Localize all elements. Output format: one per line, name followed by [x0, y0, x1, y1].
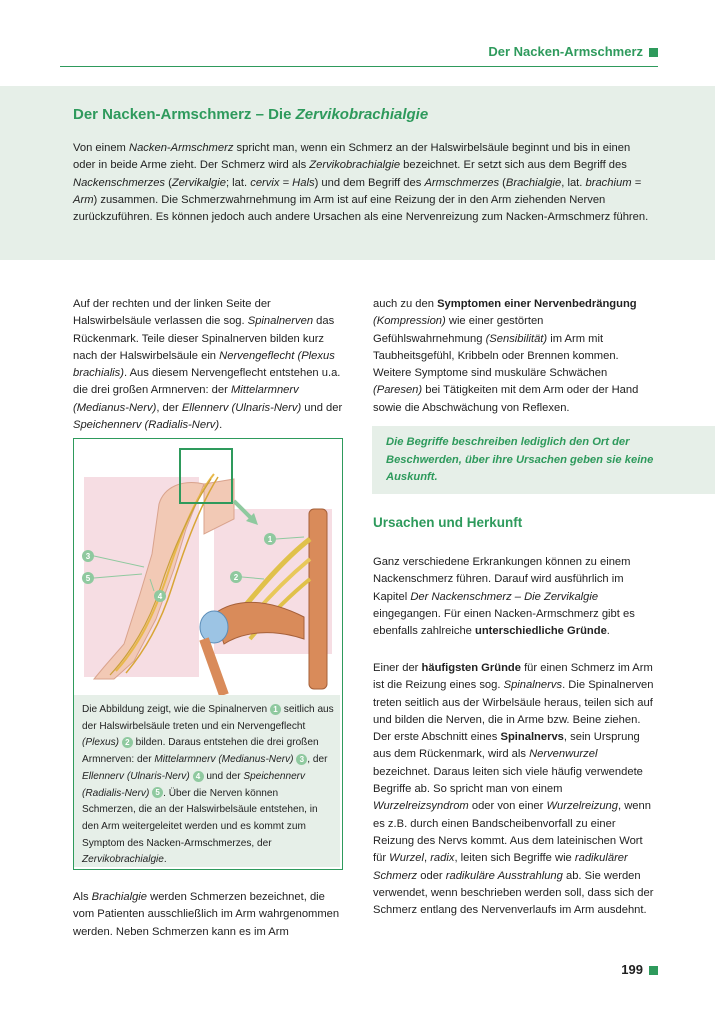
text-run: Ellennerv (Ulnaris-Nerv)	[181, 401, 302, 414]
text-run: häufigsten Gründe	[421, 662, 521, 674]
svg-text:2: 2	[233, 573, 239, 582]
text-run: radikulärer Schmerz	[373, 852, 628, 882]
running-head	[60, 44, 658, 64]
text-run: Von einem	[73, 142, 129, 154]
text-run: ) und dem Begriff des	[314, 176, 425, 189]
text-run: (Plexus)	[82, 737, 120, 749]
text-run: (Paresen)	[373, 384, 423, 397]
text-run: ) zusammen. Die Schmerzwahrnehmung im Arm ist auf eine Reizung der in den Arm ziehenden Nerven zurückzuführen. Es können jedoch auch andere Ursachen als eine Nervenreizung zum Nacken-Armschmerz führen.	[73, 193, 649, 224]
shoulder-joint	[200, 611, 228, 643]
text-run: werden Schmerzen bezeichnet, die vom Patienten ausschließlich im Arm wahrgenommen werden. Neben Schmerzen kann es im Arm	[73, 891, 340, 938]
text-run: ; lat.	[225, 176, 251, 189]
right-column-paragraph-2	[373, 554, 655, 640]
text-run: und der	[301, 401, 343, 414]
text-run: Nacken-Armschmerz	[128, 142, 234, 154]
text-run: im Arm mit Taubheitsgefühl, Kribbeln oder Brennen kommen. Weitere Symptome sind muskuläre Schwächen	[373, 332, 619, 380]
text-run: Speichennerv (Radialis-Nerv)	[73, 419, 220, 432]
svg-text:5: 5	[85, 574, 91, 583]
text-run: Speichennerv (Radialis-Nerv)	[82, 770, 306, 799]
label-badge-2: 2	[122, 737, 133, 748]
text-run: .	[163, 854, 167, 866]
spine-vertebrae	[309, 509, 327, 689]
text-run: Auf der rechten und der linken Seite der Halswirbelsäule verlassen die sog.	[73, 298, 271, 328]
text-run: eingegangen. Für einen Nacken-Armschmerz gibt es ebenfalls zahlreiche	[373, 607, 635, 638]
figure-label-5	[82, 572, 94, 584]
text-run: ,	[423, 852, 431, 865]
text-run: Mittelarmnerv (Medianus-Nerv)	[73, 384, 299, 414]
text-run: wie einer gestörten Gefühlswahrnehmung	[373, 315, 544, 345]
text-run: (	[499, 176, 506, 189]
text-run: oder	[417, 869, 446, 882]
left-column-paragraph-2	[73, 889, 343, 941]
text-run: Ganz verschiedene Erkrankungen können zu einem Nackenschmerz führen. Darauf wird ausführlich im Kapitel	[373, 556, 631, 603]
text-run: spricht man, wenn ein Schmerz an der Halswirbelsäule beginnt und bis in einen oder in beide Arme zieht. Der Schmerz wird als	[73, 142, 631, 172]
text-run: Wurzelreizsyndrom	[373, 800, 469, 813]
text-run: , wenn es z.B. durch einen Bandscheibenvorfall zu einer Reizung des Nervs kommt. Aus dem lateinischen Wort für	[373, 800, 651, 865]
running-title: Der Nacken-Armschmerz	[488, 44, 643, 59]
text-run: das Rückenmark. Teile dieser Spinalnerven bilden kurz nach der Halswirbelsäule ein	[73, 315, 335, 362]
text-run: Brachialgie	[91, 891, 148, 903]
text-run: , lat.	[561, 176, 586, 189]
text-run: bilden. Daraus entstehen die drei großen Armnerven: der	[82, 737, 319, 766]
left-column-paragraph-1	[73, 296, 343, 434]
section-heading: Ursachen und Herkunft	[373, 515, 523, 530]
text-run: Nervengeflecht (Plexus brachialis)	[73, 349, 335, 380]
label-badge-3: 3	[296, 754, 307, 765]
text-run: ab. Sie werden verwendet, wenn beschrieben werden soll, dass sich der Schmerz entlang des Nervenverlaufs im Arm ausdehnt.	[373, 869, 654, 917]
text-run: und der	[203, 770, 244, 782]
figure-label-4	[154, 590, 166, 602]
text-run: Die Abbildung zeigt, wie die Spinalnerven	[82, 704, 270, 715]
figure-label-2	[230, 571, 242, 583]
text-run: , der	[307, 754, 328, 766]
text-run: auch zu den	[373, 298, 438, 310]
text-run: Brachialgie	[505, 176, 562, 189]
text-run: bezeichnet. Er setzt sich aus dem Begriff des	[400, 159, 627, 172]
figure-label-1	[264, 533, 276, 545]
text-run: , sein Ursprung aus dem Rückenmark, wird als	[373, 731, 640, 761]
text-run: radikuläre Ausstrahlung	[445, 869, 563, 882]
right-column-paragraph-1	[373, 296, 655, 417]
text-run: Der Nackenschmerz – Die Zervikalgie	[410, 590, 599, 603]
text-run: Zervikobrachialgie	[309, 159, 401, 172]
text-run: Spinalnervs	[500, 731, 564, 744]
text-run: . Die Spinalnerven treten seitlich aus der Wirbelsäule heraus, teilen sich auf und bilden die Nerven, die in Arme bzw. Beine ziehen. Der erste Abschnitt eines	[373, 679, 654, 744]
svg-text:3: 3	[85, 552, 91, 561]
text-run: . Über die Nerven können Schmerzen, die an der Halswirbelsäule entstehen, in den Arm weitergeleitet werden und es kommt zum Symptom des Nacken-Armschmerzes, der	[82, 787, 318, 849]
text-run: Wurzelreizung	[546, 800, 618, 813]
text-run: radix	[430, 852, 455, 865]
figure-caption	[82, 702, 334, 869]
text-run: . Aus diesem Nervengeflecht entstehen u.a. die drei großen Armnerven: der	[73, 367, 341, 397]
svg-text:4: 4	[157, 592, 163, 601]
text-run: unterschiedliche Gründe	[475, 625, 607, 638]
square-bullet-icon	[649, 48, 658, 57]
callout-text: Die Begriffe beschreiben lediglich den Ort der Beschwerden, über ihre Ursachen geben sie keine Auskunft.	[386, 436, 654, 483]
text-run: Nackenschmerzes	[73, 176, 166, 189]
text-run: Als	[73, 891, 92, 903]
text-run: cervix = Hals	[250, 176, 315, 189]
text-run: Einer der	[373, 662, 422, 674]
text-run: Spinalnerven	[247, 315, 314, 328]
text-run: bei Tätigkeiten mit dem Arm oder der Hand sowie die Abschwächung von Reflexen.	[373, 384, 639, 414]
page-number: 199	[560, 962, 658, 977]
text-run: , leiten sich Begriffe wie	[454, 852, 575, 865]
text-run: .	[606, 625, 610, 638]
text-run: , der	[156, 401, 182, 414]
text-run: (Kompression)	[373, 315, 446, 328]
anatomy-illustration	[74, 439, 340, 695]
intro-text	[73, 140, 653, 226]
text-run: (Sensibilität)	[485, 332, 548, 345]
text-run: oder von einer	[468, 800, 547, 813]
header-rule	[60, 66, 658, 67]
text-run: .	[219, 419, 223, 432]
figure-label-3	[82, 550, 94, 562]
label-badge-1: 1	[270, 704, 281, 715]
text-run: seitlich aus der Halswirbelsäule treten und ein Nervengeflecht	[82, 704, 334, 732]
text-run: Zervikalgie	[171, 176, 226, 189]
text-run: Mittelarmnerv (Medianus-Nerv)	[154, 754, 294, 766]
text-run: brachium = Arm	[73, 176, 642, 206]
text-run: Wurzel	[389, 852, 424, 865]
square-bullet-icon	[649, 966, 658, 975]
label-badge-5: 5	[152, 787, 163, 798]
label-badge-4: 4	[193, 771, 204, 782]
svg-text:1: 1	[267, 535, 273, 544]
text-run: Spinalnervs	[503, 679, 563, 692]
text-run: Armschmerzes	[424, 176, 500, 189]
text-run: Symptomen einer Nervenbedrängung	[437, 298, 637, 310]
text-run: (	[165, 176, 172, 189]
right-column-paragraph-3	[373, 660, 655, 919]
text-run: Ellennerv (Ulnaris-Nerv)	[82, 770, 190, 782]
text-run: für einen Schmerz im Arm ist die Reizung eines sog.	[373, 662, 653, 692]
text-run: Zervikobrachialgie	[82, 854, 164, 866]
text-run: Nervenwurzel	[529, 748, 598, 761]
intro-title: Der Nacken-Armschmerz – Die Zervikobrachialgie	[73, 106, 429, 123]
text-run: bezeichnet. Daraus leiten sich viele häufig verwendete Begriffe ab. So spricht man von einem	[373, 765, 643, 796]
